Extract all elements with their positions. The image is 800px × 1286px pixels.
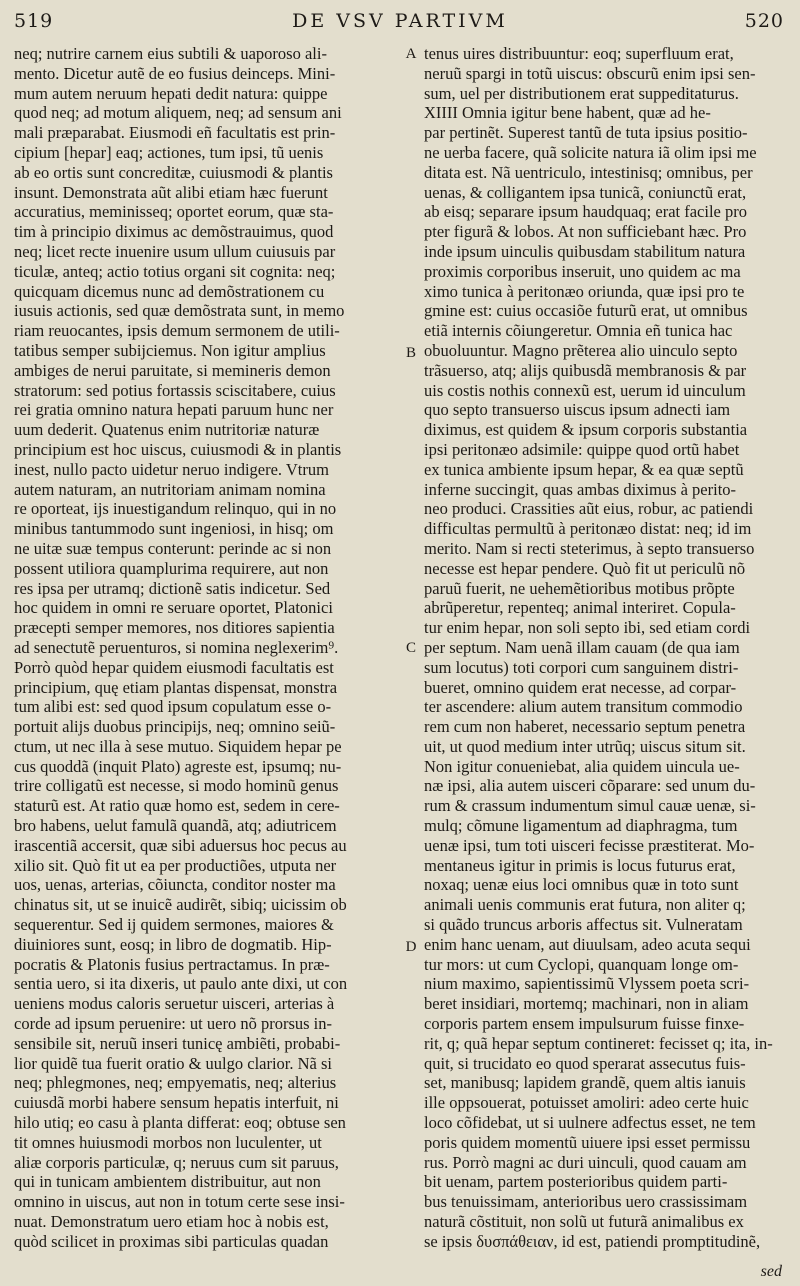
text-line: uenas, & colligantem ipsa tunicã, coniunctũ erat, xyxy=(424,182,747,202)
text-line: ximo tunica à peritonæo oriunda, quæ ipsi pro te xyxy=(424,281,745,301)
text-line: bueret, omnino quidem erat necesse, ad corpar- xyxy=(424,677,737,697)
text-line: ille oppsouerat, potuisset amoliri: adeo certe huic xyxy=(424,1093,749,1113)
text-line: tum alibi est: sed quod ipsum copulatum esse o- xyxy=(14,697,332,717)
text-line: corporis partem ensem impulsurum fuisse finxe- xyxy=(424,1014,745,1034)
text-line: sentia uero, si ita dixeris, ut paulo ante dixi, ut con xyxy=(14,974,348,994)
text-line: uit, ut quod medium inter utrũq; uiscus situm sit. xyxy=(424,736,746,756)
text-line: merito. Nam si recti steterimus, à septo transuerso xyxy=(424,538,755,558)
text-line: inde ipsum uinculis quibusdam stabilitum natura xyxy=(424,241,746,261)
text-line: par pertinẽt. Superest tantũ de tuta ipsius positio- xyxy=(424,123,748,143)
text-line: ter ascendere: alium autem transitum commodio xyxy=(424,697,743,717)
text-line: pocratis & Platonis fusius pertractamus. In præ- xyxy=(14,954,330,974)
text-line: rei gratia omnino natura hepati paruum hunc ner xyxy=(14,400,334,420)
text-line: XIIII Omnia igitur bene habent, quæ ad he- xyxy=(424,103,711,123)
text-line: ditata est. Nã uentriculo, intestinisq; omnibus, per xyxy=(424,162,753,182)
text-line: naturã cõstituit, non solũ ut futurã animalibus ex xyxy=(424,1212,744,1232)
text-line: ueniens modus caloris seruetur uisceri, arterias à xyxy=(14,994,335,1014)
text-line: insunt. Demonstrata aũt alibi etiam hæc fuerunt xyxy=(14,182,328,202)
text-line: bro habens, uelut famulã quandã, atq; adiutricem xyxy=(14,816,337,836)
text-line: tenus uires distribuuntur: eoq; superfluum erat, xyxy=(424,44,734,63)
text-line: neq; licet recte inuenire usum ullum cuiusuis par xyxy=(14,241,336,261)
text-line: diximus, est quidem & ipsum corporis substantia xyxy=(424,420,748,440)
text-line: neruũ spargi in totũ uiscus: obscurũ enim ipsi sen- xyxy=(424,63,756,83)
text-line: neq; nutrire carnem eius subtili & uaporoso ali- xyxy=(14,44,327,63)
text-line: mentaneus igitur in primis is locus futurus erat, xyxy=(424,855,736,875)
text-line: ab eo ortis sunt concreditæ, cuiusmodi & plantis xyxy=(14,162,333,182)
text-line: obuoluuntur. Magno prẽterea alio uinculo septo xyxy=(424,340,738,360)
text-line: tatibus semper subijciemus. Non igitur amplius xyxy=(14,340,326,360)
text-line: neo produci. Crassities aũt eius, robur, ac patiendi xyxy=(424,499,754,519)
text-line: nium maximo, sapientissimũ Vlyssem poeta scri- xyxy=(424,974,750,994)
text-line: chinatus sit, ut se inuicẽ audirẽt, sibiq; uicissim ob xyxy=(14,895,347,915)
text-line: pter figurã & lobos. At non sufficiebant hæc. Pro xyxy=(424,222,747,242)
margin-letter-a: A xyxy=(405,46,417,62)
text-line: cus quoddã (inquit Plato) agreste est, ipsumq; nu- xyxy=(14,756,342,776)
text-line: per septum. Nam uenã illam cauam (de qua iam xyxy=(424,637,740,657)
text-line: principium, quę etiam plantas dispensat, monstra xyxy=(14,677,338,697)
text-line: bit uenam, partem posterioribus quidem parti- xyxy=(424,1172,728,1192)
text-line: bus tenuissimam, anterioribus uero crassissimam xyxy=(424,1192,748,1212)
text-line: accuratius, meminisseq; oportet eorum, quæ sta- xyxy=(14,202,334,222)
text-line: sensibile sit, neruũ inseri tunicę ambiẽti, probabi- xyxy=(14,1033,341,1053)
text-line: mulq; cõmune ligamentum ad diaphragma, tum xyxy=(424,816,738,836)
text-line: iusuis actionis, sed quæ demõstrata sunt, in memo xyxy=(14,301,345,321)
text-line: possent utiliora quamplurima requirere, aut non xyxy=(14,558,329,578)
text-line: necesse est hepar pendere. Quò fit ut periculũ nõ xyxy=(424,558,746,578)
text-line: sum, uel per distributionem erat suppeditaturus. xyxy=(424,83,739,103)
text-line: ad senectutẽ peruenturos, si nomina neglexerim⁹. xyxy=(14,637,339,657)
text-line: irascentiã accersit, quæ sibi aduersus hoc pecus au xyxy=(14,835,347,855)
text-line: ambiges de nerui paruitate, si memineris demon xyxy=(14,360,331,380)
text-line: difficultas permultũ à peritonæo distat: neq; id im xyxy=(424,519,752,539)
text-line: quicquam dicemus nunc ad demõstrationem cu xyxy=(14,281,325,301)
text-line: rit, q; quã hepar septum contineret: fecisset q; ita, in- xyxy=(424,1033,773,1053)
text-line: mento. Dicetur autẽ de eo fusius deinceps. Mini- xyxy=(14,63,336,83)
text-line: diuiniores sunt, eosq; in libro de dogmatib. Hip- xyxy=(14,934,332,954)
left-text-column xyxy=(14,44,402,1252)
right-page-number: 520 xyxy=(744,10,784,32)
text-line: quo septo transuerso uiscus ipsum adnecti iam xyxy=(424,400,731,420)
text-line: cuiusdã morbi habere sensum hepatis interfuit, ni xyxy=(14,1093,339,1113)
text-line: quòd scilicet in proximas sibi particulas quadan xyxy=(14,1231,329,1251)
left-page-number: 519 xyxy=(14,10,54,32)
margin-letter-c: C xyxy=(405,640,416,656)
text-line: nuat. Demonstratum uero etiam hoc à nobis est, xyxy=(14,1212,329,1232)
running-title: DE VSV PARTIVM xyxy=(292,10,508,32)
text-line: mum autem neruum hepati dedit natura: quippe xyxy=(14,83,328,103)
right-text-column xyxy=(424,44,786,1252)
text-line: uum dederit. Quatenus enim nutritoriæ naturæ xyxy=(14,420,320,440)
text-line: rus. Porrò magni ac duri uinculi, quod cauam am xyxy=(424,1152,747,1172)
text-line: sum locutus) toti corpori cum sanguinem distri- xyxy=(424,657,739,677)
text-line: præcepti semper memores, nos ditiores sapientia xyxy=(14,618,335,638)
text-line: autem naturam, an nutritoriam animam nomina xyxy=(14,479,326,499)
text-line: tur mors: ut cum Cyclopi, quanquam longe om- xyxy=(424,954,739,974)
text-line: cipium [hepar] eaq; actiones, tum ipsi, tũ uenis xyxy=(14,142,324,162)
text-line: hilo utiq; eo casu à planta differat: eoq; obtuse sen xyxy=(14,1113,346,1133)
text-line: portuit alijs duobus principijs, neq; omnino seiũ- xyxy=(14,717,336,737)
catchword: sed xyxy=(760,1263,782,1280)
text-line: gmine est: cuius occasiõe futurũ erat, ut omnibus xyxy=(424,301,748,321)
text-line: minibus tantummodo sunt ingeniosi, in hisq; om xyxy=(14,519,334,539)
text-line: qui in tunicam ambientem distribuitur, aut non xyxy=(14,1172,321,1192)
text-line: proximis corporibus inseruit, uno quidem ac ma xyxy=(424,261,741,281)
text-line: ne uitæ suæ tempus conterunt: perinde ac si non xyxy=(14,538,332,558)
text-line: corde ad ipsum peruenire: ut uero nõ prorsus in- xyxy=(14,1014,332,1034)
text-line: uos, uenas, arterias, cõiuncta, conditor noster ma xyxy=(14,875,336,895)
text-line: inferne succingit, quas ambas diximus à perito- xyxy=(424,479,737,499)
text-line: ipsi peritonæo adsimile: quippe quod ortũ habet xyxy=(424,439,740,459)
text-line: poris quidem momentũ uiuere ipsi esset permissu xyxy=(424,1132,751,1152)
text-line: aliæ corporis particulæ, q; neruus cum sit paruus, xyxy=(14,1152,339,1172)
text-line: staturũ est. At ratio quæ homo est, sedem in cere- xyxy=(14,796,340,816)
text-line: riam reuocantes, ipsis demum sermonem de utili- xyxy=(14,321,340,341)
text-line: loco cõfidebat, ut si uulnere adfectus esset, ne tem xyxy=(424,1113,756,1133)
text-line: rem cum non haberet, necessario septum penetra xyxy=(424,717,746,737)
text-line: hoc quidem in omni re seruare oportet, Platonici xyxy=(14,598,333,618)
text-line: ticulæ, anteq; actio totius organi sit cognita: neq; xyxy=(14,261,336,281)
text-line: noxaq; uenæ eius loci omnibus quæ in toto sunt xyxy=(424,875,739,895)
text-line: si quãdo truncus arboris affectus sit. Vulneratam xyxy=(424,915,743,935)
text-line: ex tunica ambiente ipsum hepar, & ea quæ septũ xyxy=(424,459,744,479)
text-line: abrũperetur, repenteq; animal interiret. Copula- xyxy=(424,598,736,618)
text-line: re oporteat, ijs inuestigandum relinquo, qui in no xyxy=(14,499,337,519)
text-line: ne uerba facere, quã solicite natura iã olim ipsi me xyxy=(424,142,757,162)
text-line: quod neq; ad motum aliquem, neq; ad sensum ani xyxy=(14,103,342,123)
text-line: uenæ ipsi, tum toti uisceri fecisse præstiterat. Mo- xyxy=(424,835,755,855)
text-line: animali uenis communis erat futura, non aliter q; xyxy=(424,895,746,915)
text-line: mali præparabat. Eiusmodi eñ facultatis est prin- xyxy=(14,123,336,143)
text-line: tit omnes huiusmodi morbos non luculenter, ut xyxy=(14,1132,322,1152)
text-line: sequerentur. Sed ij quidem sermones, maiores & xyxy=(14,915,334,935)
text-line: se ipsis δυσπάθειαν, id est, patiendi promptitudinẽ, xyxy=(424,1231,761,1251)
text-line: stratorum: sed potius fortassis sciscitabere, cuius xyxy=(14,380,336,400)
text-line: enim hanc uenam, aut diuulsam, adeo acuta sequi xyxy=(424,934,751,954)
text-line: omnino in uiscus, aut non in totum certe sese insi- xyxy=(14,1192,345,1212)
text-line: inest, nullo pacto uidetur neruo indigere. Vtrum xyxy=(14,459,329,479)
text-line: ctum, ut nec illa à sese mutuo. Siquidem hepar pe xyxy=(14,736,342,756)
running-header xyxy=(0,0,800,40)
text-line: rum & crassum indumentum simul cauæ uenæ, si- xyxy=(424,796,756,816)
text-line: neq; phlegmones, neq; empyematis, neq; alterius xyxy=(14,1073,337,1093)
text-line: uis costis nothis connexũ est, uerum id uinculum xyxy=(424,380,746,400)
text-line: res ipsa per utramq; dictionẽ satis indicetur. Sed xyxy=(14,578,331,598)
text-line: ab eisq; separare ipsum haudquaq; erat facile pro xyxy=(424,202,747,222)
text-line: principium est hoc uiscus, cuiusmodi & in plantis xyxy=(14,439,342,459)
text-line: set, manibusq; lapidem grandẽ, quem altis ianuis xyxy=(424,1073,746,1093)
margin-letter-d: D xyxy=(405,939,417,955)
text-line: Porrò quòd hepar quidem eiusmodi facultatis est xyxy=(14,657,334,677)
text-line: tim à principio diximus ac demõstrauimus, quod xyxy=(14,222,334,242)
text-line: lior quidẽ tua fuerit oratio & uulgo clarior. Nã si xyxy=(14,1053,333,1073)
text-line: tur enim hepar, non soli septo ibi, sed etiam cordi xyxy=(424,618,751,638)
text-line: paruũ fuerit, ne uehemẽtioribus motibus prõpte xyxy=(424,578,735,598)
text-line: trãsuerso, atq; alijs quibusdã membranosis & par xyxy=(424,360,747,380)
text-line: etiã internis cõiungeretur. Omnia eñ tunica hac xyxy=(424,321,733,341)
margin-letter-b: B xyxy=(405,345,416,361)
text-line: quit, si trucidato eo quod sperarat assecutus fuis- xyxy=(424,1053,746,1073)
text-line: xilio sit. Quò fit ut ea per productiões, utputa ner xyxy=(14,855,337,875)
text-line: Non igitur conueniebat, alia quidem uincula ue- xyxy=(424,756,740,776)
text-line: beret insidiari, mortemq; machinari, non in aliam xyxy=(424,994,749,1014)
text-line: næ ipsi, alia autem uisceri cõparare: sed unum du- xyxy=(424,776,756,796)
text-line: trire colligatũ est necesse, si modo hominũ genus xyxy=(14,776,339,796)
